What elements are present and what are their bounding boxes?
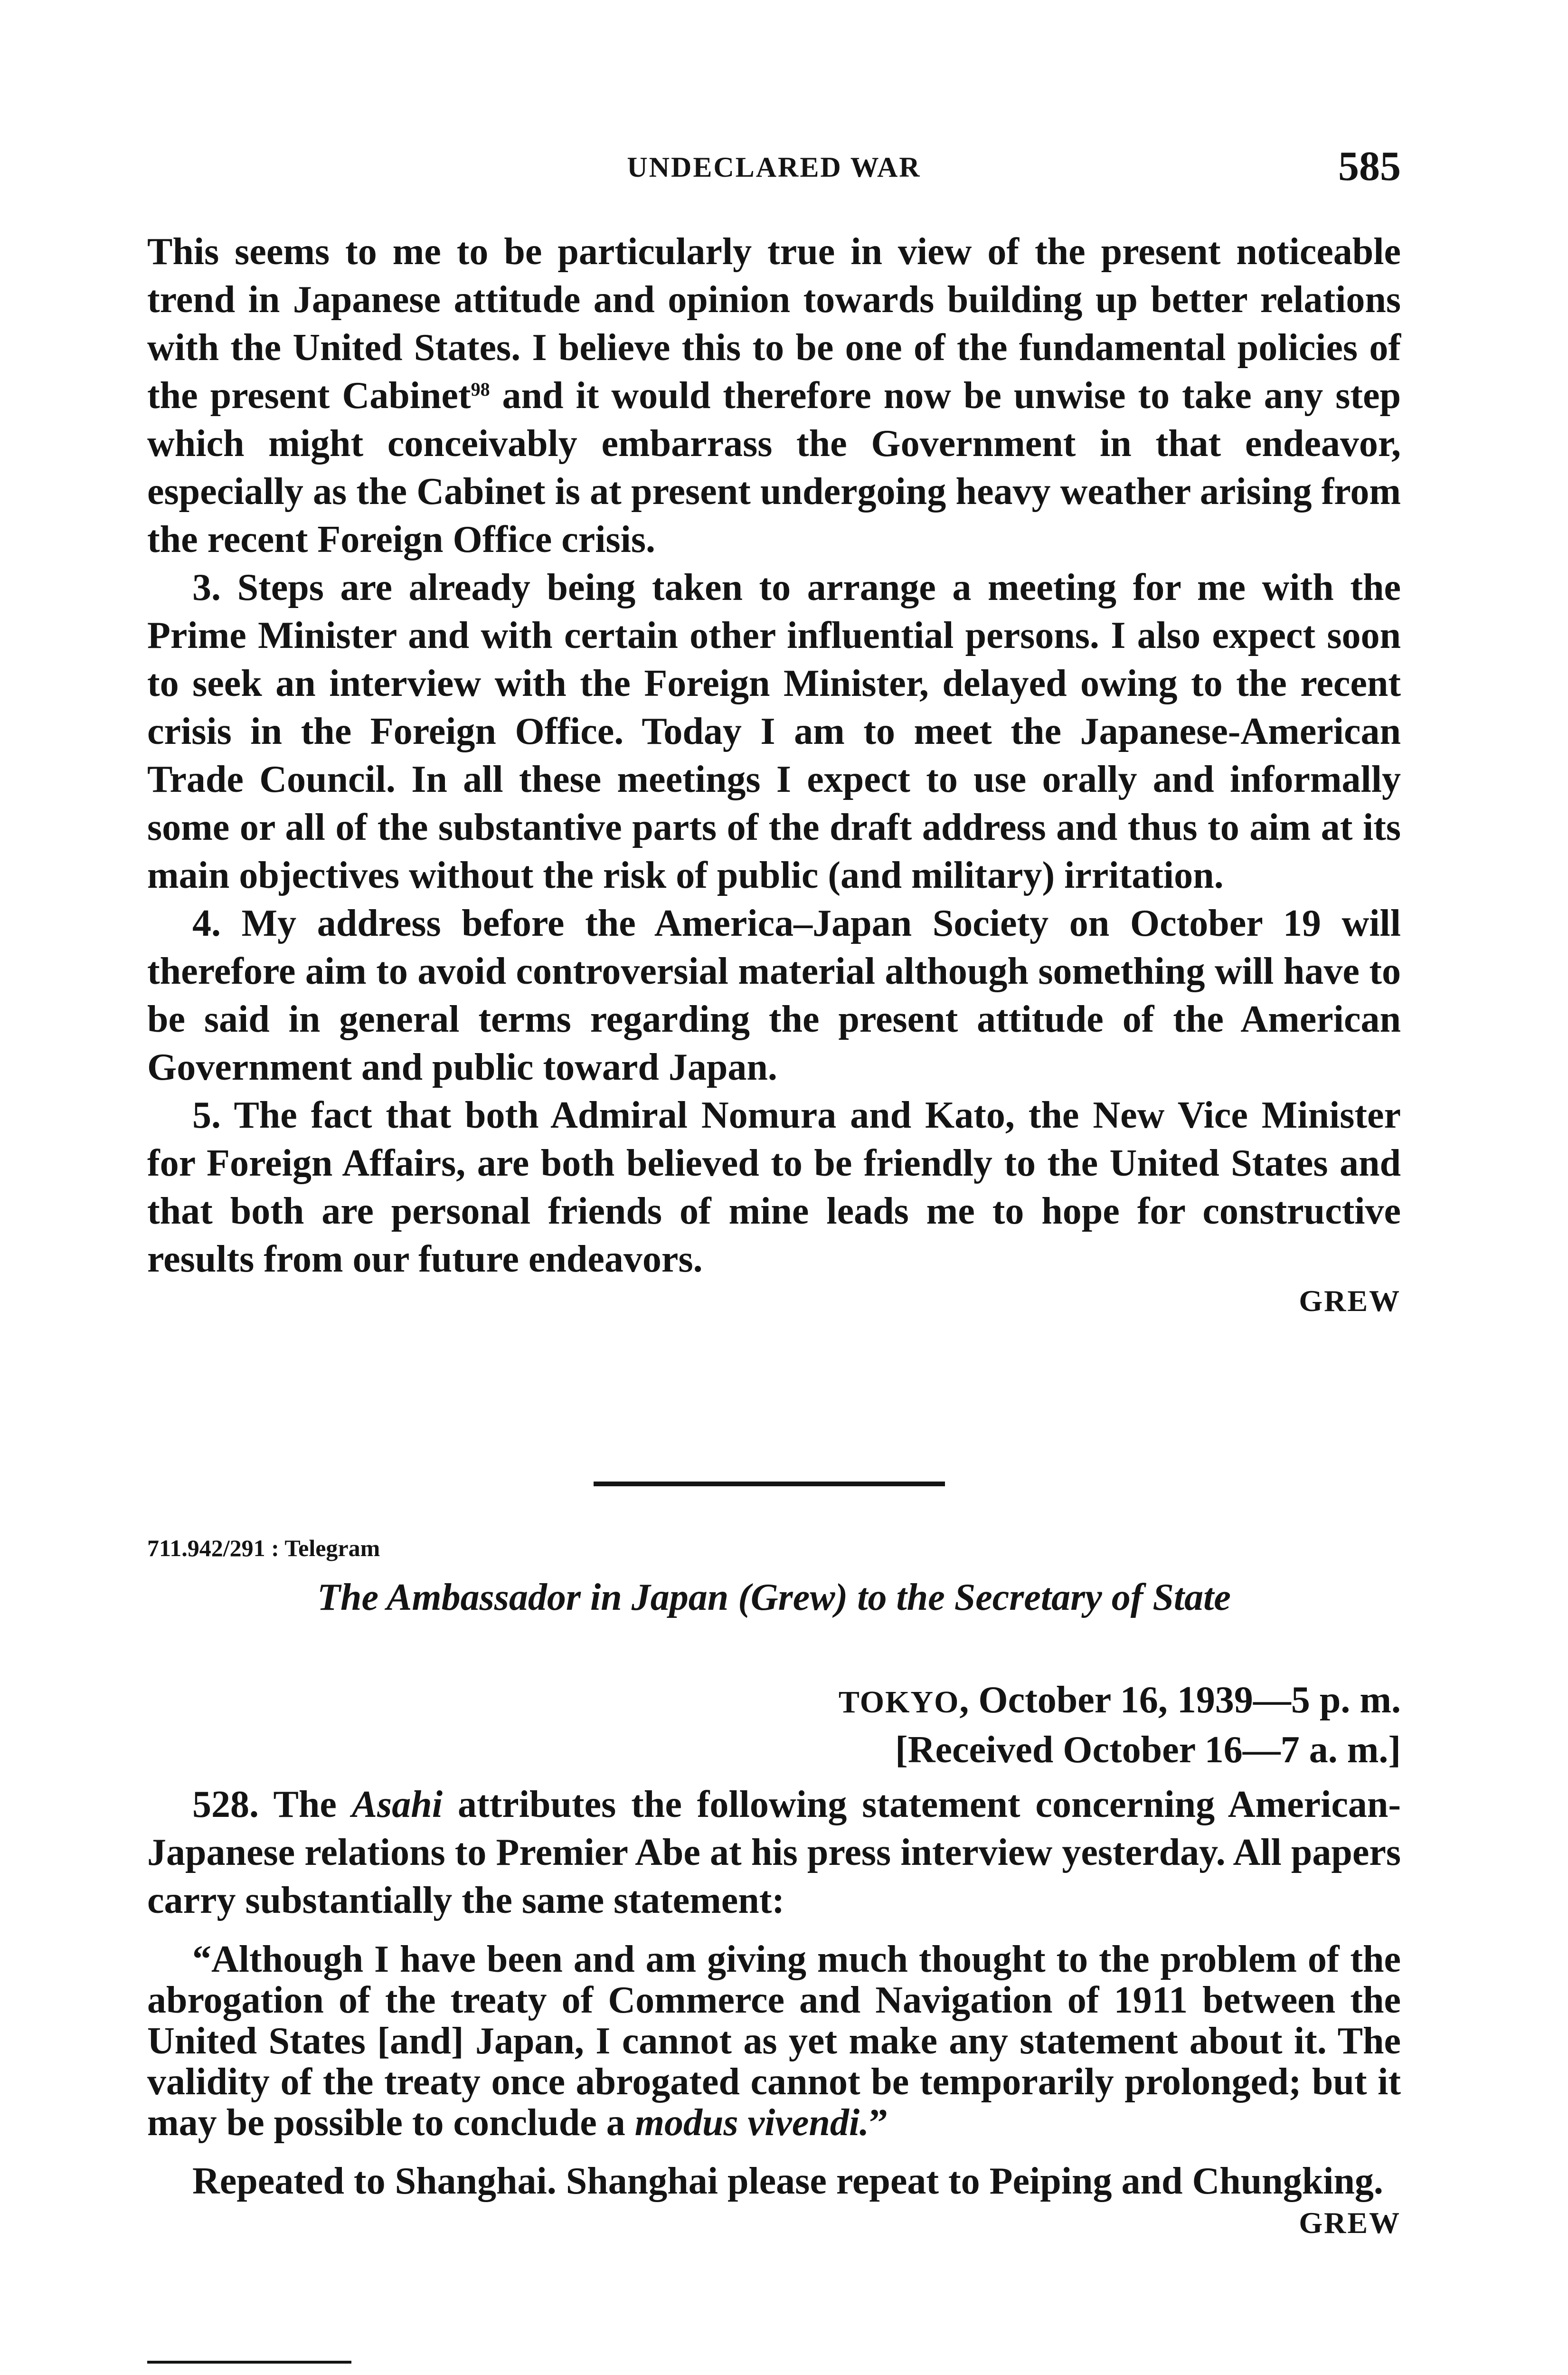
signature-grew: GREW [1299, 1284, 1401, 1318]
telegram-paragraph [147, 1781, 1401, 1925]
paragraph-text: 528. The [192, 1784, 352, 1825]
footnote-divider [147, 2361, 351, 2364]
paragraph-text: attributes the following statement concerning American-Japanese relations to Premier Abe at his press interview yesterday. All papers carry substantially the same statement: [147, 1784, 1401, 1921]
footnote-reference: 98 [471, 379, 490, 400]
section-divider [594, 1482, 945, 1486]
running-head [147, 142, 1401, 200]
paragraph-4: 4. My address before the America–Japan Society on October 19 will therefore aim to avoid controversial material although something will have to be said in general terms regarding the present attitude of the American Government and public toward Japan. [147, 902, 1401, 1088]
page-number: 585 [1338, 143, 1401, 190]
repeated-paragraph: Repeated to Shanghai. Shanghai please repeat to Peiping and Chungking. [192, 2160, 1383, 2202]
paragraph-text: This seems to me to be particularly true in view of the present noticeable trend in Japanese attitude and opinion towards building up better relations with the United States. I believe this to be one of the fundamental policies of the present Cabinet [147, 231, 1401, 417]
paragraph-3: 3. Steps are already being taken to arrange a meeting for me with the Prime Minister and with certain other influential persons. I also expect soon to seek an interview with the Foreign Minister, delayed owing to the recent crisis in the Foreign Office. Today I am to meet the Japanese-American Trade Council. In all these meetings I expect to use orally and informally some or all of the substantive parts of the draft address and thus to aim at its main objectives without the risk of public (and military) irritation. [147, 567, 1401, 896]
running-title: UNDECLARED WAR [627, 152, 921, 183]
received-line: [Received October 16—7 a. m.] [895, 1729, 1401, 1771]
paragraph-text: and it would therefore now be unwise to take any step which might conceivably embarrass the Government in that endeavor, especially as the Cabinet is at present undergoing heavy weather arising from the recent Foreign Office crisis. [147, 375, 1401, 560]
signature-grew: GREW [1299, 2206, 1401, 2240]
quote-close: ” [869, 2102, 888, 2144]
document-title: The Ambassador in Japan (Grew) to the Secretary of State [317, 1577, 1231, 1618]
dateline-date: , October 16, 1939—5 p. m. [959, 1679, 1401, 1721]
newspaper-name: Asahi [351, 1784, 443, 1825]
dateline-place: TOKYO [838, 1685, 960, 1720]
letter-body [147, 228, 1401, 1319]
quote-text: “Although I have been and am giving much thought to the problem of the abrogation of the treaty of Commerce and Navigation of 1911 between the United States [and] Japan, I cannot as yet make any statement about it. The validity of the treaty once abrogated cannot be temporarily prolonged; but it may be possible to conclude a [147, 1938, 1401, 2144]
quoted-statement [147, 1939, 1401, 2143]
dateline [147, 1676, 1401, 1726]
file-reference: 711.942/291 : Telegram [147, 1535, 380, 1561]
telegram-document [147, 1534, 1401, 2241]
quote-italic: modus vivendi. [634, 2102, 869, 2144]
paragraph-5: 5. The fact that both Admiral Nomura and Kato, the New Vice Minister for Foreign Affairs, are both believed to be friendly to the United States and that both are personal friends of mine leads me to hope for constructive results from our future endeavors. [147, 1094, 1401, 1280]
paragraph-continuation [147, 228, 1401, 564]
